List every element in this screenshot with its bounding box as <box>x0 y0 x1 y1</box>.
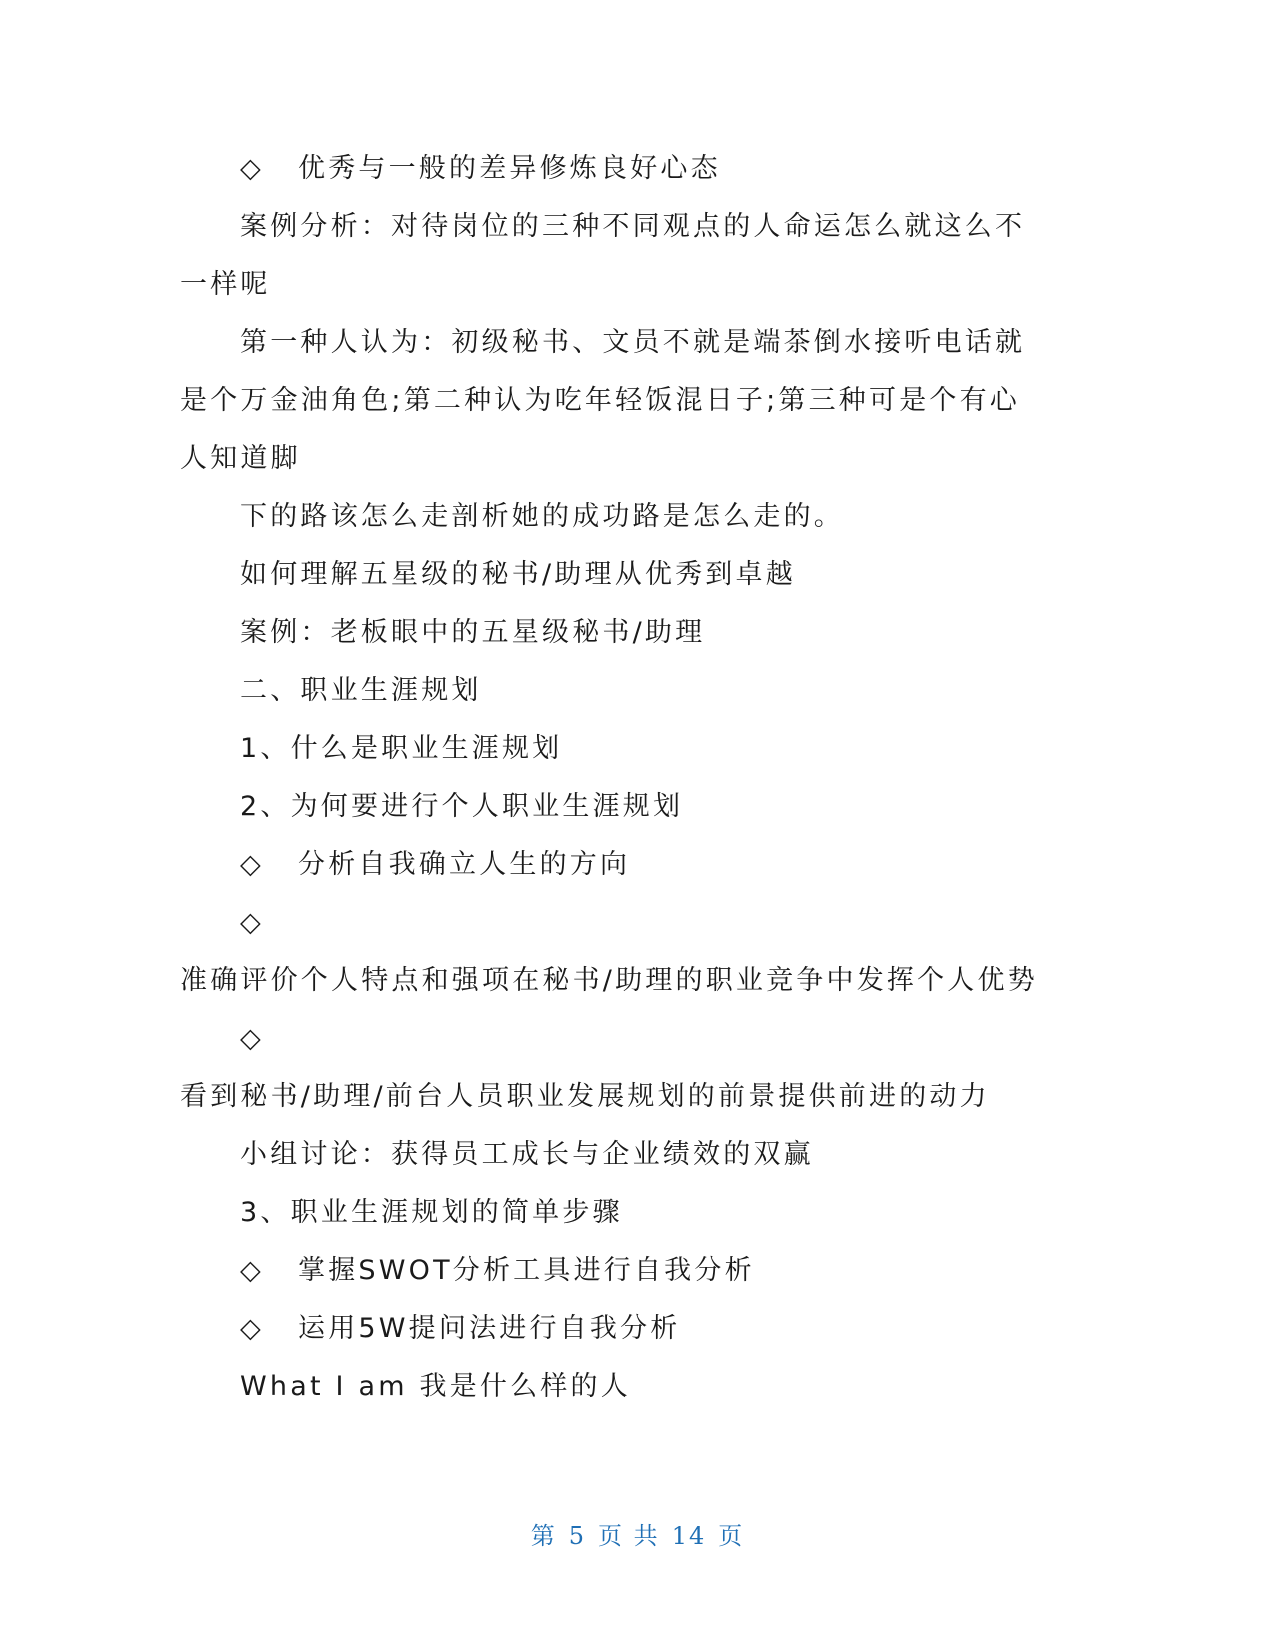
line-text: 分析自我确立人生的方向 <box>298 849 631 880</box>
text-line: What I am 我是什么样的人 <box>240 1371 631 1402</box>
footer-current-page: 5 <box>568 1522 587 1550</box>
paragraph: 案例分析：对待岗位的三种不同观点的人命运怎么就这么不一样呢 <box>180 211 1026 300</box>
diamond-bullet-icon: ◇ <box>240 153 264 184</box>
bullet-line <box>180 140 1040 198</box>
text-line: 看到秘书/助理/前台人员职业发展规划的前景提供前进的动力 <box>180 1081 990 1112</box>
section-heading: 二、职业生涯规划 <box>240 675 482 706</box>
line-text: 掌握SWOT分析工具进行自我分析 <box>298 1255 755 1286</box>
diamond-bullet-icon: ◇ <box>240 849 264 880</box>
bullet-line <box>180 1300 1040 1358</box>
footer-total-pages: 14 <box>671 1522 707 1550</box>
text-line: 准确评价个人特点和强项在秘书/助理的职业竞争中发挥个人优势 <box>180 965 1038 996</box>
text-line: 下的路该怎么走剖析她的成功路是怎么走的。 <box>240 501 844 532</box>
line-text: 优秀与一般的差异修炼良好心态 <box>298 153 721 184</box>
footer-suffix: 页 <box>718 1522 745 1550</box>
text-line: 3、职业生涯规划的简单步骤 <box>240 1197 623 1228</box>
text-line: 小组讨论：获得员工成长与企业绩效的双赢 <box>240 1139 814 1170</box>
diamond-bullet-icon: ◇ <box>240 1313 264 1344</box>
text-line: 案例：老板眼中的五星级秘书/助理 <box>240 617 706 648</box>
diamond-bullet-icon: ◇ <box>240 1255 264 1286</box>
footer-prefix: 第 <box>530 1522 557 1550</box>
bullet-line <box>180 836 1040 894</box>
text-line: 如何理解五星级的秘书/助理从优秀到卓越 <box>240 559 796 590</box>
document-body <box>180 140 1040 1416</box>
page-footer <box>0 1516 1275 1551</box>
line-text: 运用5W提问法进行自我分析 <box>298 1313 681 1344</box>
text-line: 2、为何要进行个人职业生涯规划 <box>240 791 684 822</box>
text-line: 1、什么是职业生涯规划 <box>240 733 563 764</box>
diamond-bullet-icon: ◇ <box>240 907 264 938</box>
footer-mid: 页 共 <box>598 1522 660 1550</box>
diamond-bullet-icon: ◇ <box>240 1023 264 1054</box>
bullet-line <box>180 1242 1040 1300</box>
paragraph: 第一种人认为：初级秘书、文员不就是端茶倒水接听电话就是个万金油角色;第二种认为吃年轻饭混日子;第三种可是个有心人知道脚 <box>180 327 1026 474</box>
